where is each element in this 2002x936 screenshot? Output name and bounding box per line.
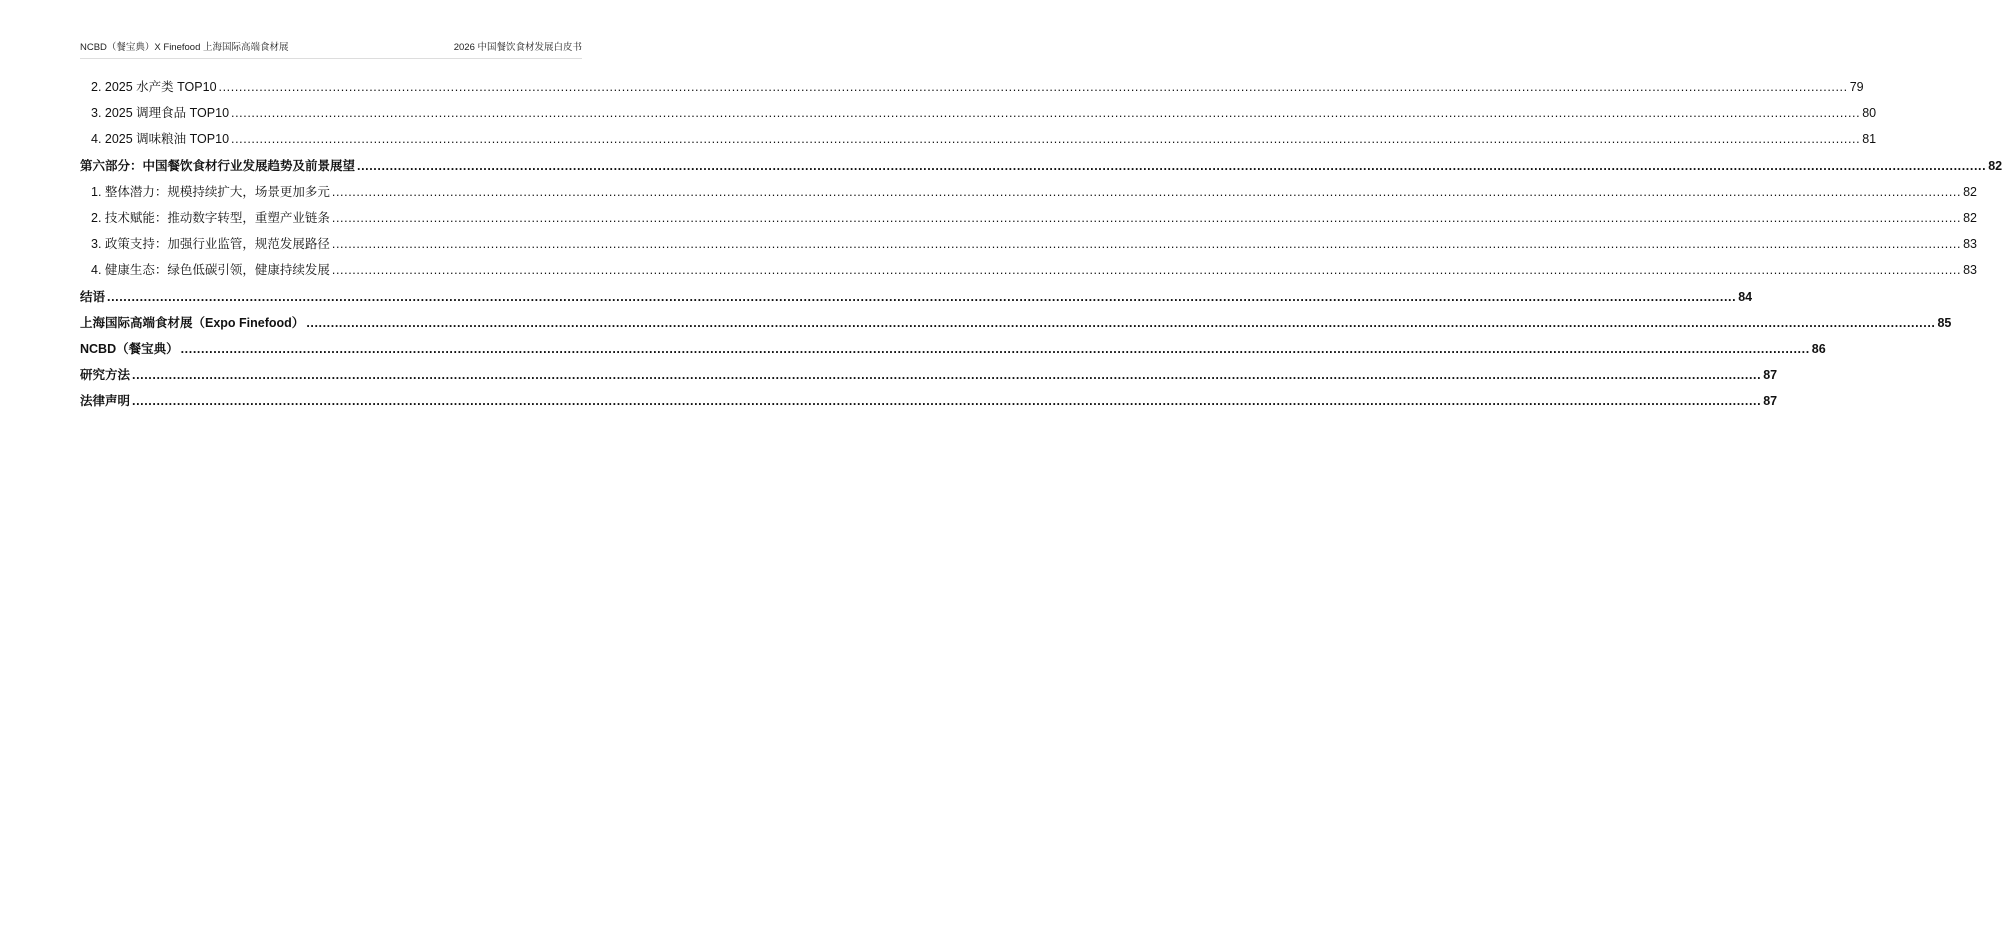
toc-page-number: 85	[1937, 315, 1952, 330]
toc-entry-title: 第六部分：中国餐饮食材行业发展趋势及前景展望	[80, 158, 356, 173]
toc-section-entry[interactable]	[80, 362, 1778, 388]
header-divider	[80, 58, 582, 59]
table-of-contents	[80, 74, 2002, 414]
toc-dot-leader: ................................................................................................................................................................................................................................................................................................................................................................................................................	[231, 132, 1861, 147]
toc-entry-title: 法律声明	[80, 394, 131, 409]
toc-entry-title: 4. 健康生态：绿色低碳引领，健康持续发展	[91, 263, 330, 278]
toc-dot-leader: ................................................................................................................................................................................................................................................................................................................................................................................................................	[331, 184, 1962, 199]
toc-dot-leader: ................................................................................................................................................................................................................................................................................................................................................................................................................	[331, 210, 1962, 225]
toc-subsection-entry[interactable]	[80, 257, 1977, 283]
toc-dot-leader: ................................................................................................................................................................................................................................................................................................................................................................................................................	[231, 106, 1861, 121]
toc-entry-title: 结语	[80, 289, 106, 304]
toc-entry-title: 1. 整体潜力：规模持续扩大，场景更加多元	[91, 184, 330, 199]
toc-dot-leader: ................................................................................................................................................................................................................................................................................................................................................................................................................	[180, 341, 1810, 356]
toc-dot-leader: ................................................................................................................................................................................................................................................................................................................................................................................................................	[218, 80, 1848, 94]
toc-dot-leader: ................................................................................................................................................................................................................................................................................................................................................................................................................	[132, 394, 1762, 409]
toc-entry-title: NCBD（餐宝典）	[80, 341, 179, 356]
toc-subsection-entry[interactable]	[80, 100, 1877, 126]
toc-entry-title: 研究方法	[80, 368, 131, 383]
toc-page-number: 83	[1963, 237, 1977, 252]
toc-page-number: 82	[1963, 210, 1977, 225]
toc-page-number: 83	[1963, 263, 1977, 278]
toc-section-entry[interactable]	[80, 310, 1952, 336]
toc-dot-leader: ................................................................................................................................................................................................................................................................................................................................................................................................................	[107, 289, 1737, 304]
toc-dot-leader: ................................................................................................................................................................................................................................................................................................................................................................................................................	[331, 237, 1962, 252]
toc-page-number: 87	[1763, 394, 1778, 409]
toc-subsection-entry[interactable]	[80, 179, 1977, 205]
toc-page-number: 82	[1963, 184, 1977, 199]
toc-entry-title: 2. 2025 水产类 TOP10	[91, 80, 217, 94]
toc-page-number: 86	[1811, 341, 1826, 356]
toc-entry-title: 上海国际高端食材展（Expo Finefood）	[80, 315, 305, 330]
toc-subsection-entry[interactable]	[80, 231, 1977, 257]
toc-section-entry[interactable]	[80, 284, 1753, 310]
toc-entry-title: 2. 技术赋能：推动数字转型，重塑产业链条	[91, 210, 330, 225]
header-right-text: 2026 中国餐饮食材发展白皮书	[453, 42, 582, 53]
toc-subsection-entry[interactable]	[80, 74, 1864, 100]
toc-page-number: 81	[1862, 132, 1877, 147]
toc-section-entry[interactable]	[80, 388, 1778, 414]
toc-page-number: 82	[1988, 158, 2002, 173]
toc-page-number: 80	[1862, 106, 1877, 121]
toc-section-entry[interactable]	[80, 153, 2002, 179]
toc-subsection-entry[interactable]	[80, 126, 1877, 152]
page-header	[80, 38, 582, 54]
toc-page-number: 84	[1738, 289, 1753, 304]
toc-page-number: 79	[1849, 80, 1864, 94]
header-left-text: NCBD（餐宝典）X Finefood 上海国际高端食材展	[80, 42, 289, 53]
toc-dot-leader: ................................................................................................................................................................................................................................................................................................................................................................................................................	[357, 158, 1987, 173]
toc-section-entry[interactable]	[80, 336, 1826, 362]
toc-dot-leader: ................................................................................................................................................................................................................................................................................................................................................................................................................	[306, 315, 1936, 330]
toc-dot-leader: ................................................................................................................................................................................................................................................................................................................................................................................................................	[331, 263, 1962, 278]
toc-page-number: 87	[1763, 368, 1778, 383]
toc-entry-title: 3. 政策支持：加强行业监管，规范发展路径	[91, 237, 330, 252]
toc-subsection-entry[interactable]	[80, 205, 1977, 231]
toc-entry-title: 3. 2025 调理食品 TOP10	[91, 106, 230, 121]
toc-entry-title: 4. 2025 调味粮油 TOP10	[91, 132, 230, 147]
toc-dot-leader: ................................................................................................................................................................................................................................................................................................................................................................................................................	[132, 368, 1762, 383]
